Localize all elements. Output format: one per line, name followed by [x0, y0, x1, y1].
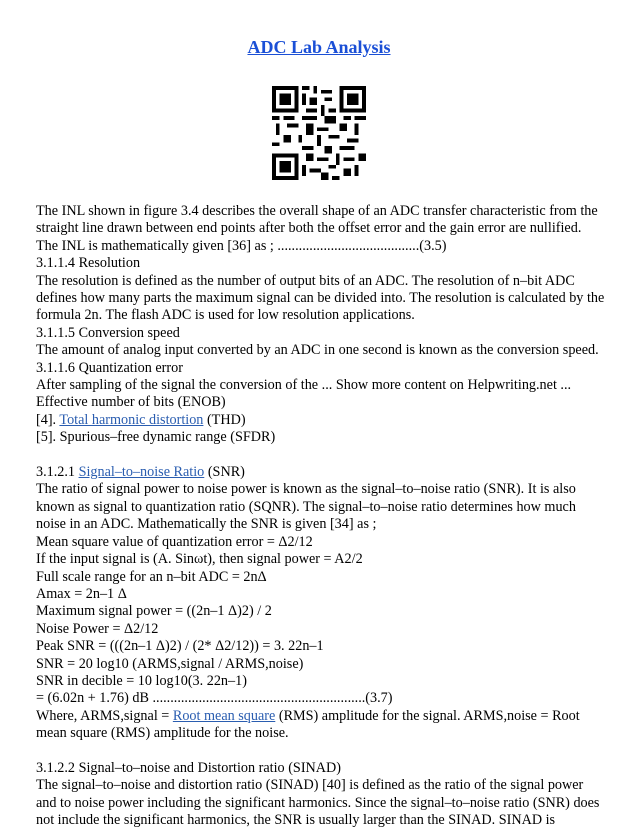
heading-quantization-error: 3.1.1.6 Quantization error — [36, 359, 183, 376]
equation-line: Amax = 2n–1 Δ — [36, 585, 127, 602]
thd-prefix: [4]. — [36, 411, 60, 428]
equation-line: Full scale range for an n–bit ADC = 2nΔ — [36, 568, 267, 585]
heading-conversion-speed: 3.1.1.5 Conversion speed — [36, 324, 180, 341]
thd-suffix: (THD) — [203, 411, 246, 428]
paragraph-snr: The ratio of signal power to noise power is known as the signal–to–noise ratio (SNR). It is also known as signal to quantization ratio (SQNR). The signal–to–noise ratio determines how much noise in an ADC. Mathematically the SNR is given [34] as ; — [36, 481, 576, 533]
heading-resolution: 3.1.1.4 Resolution — [36, 255, 141, 272]
equation-line: Mean square value of quantization error = Δ2/12 — [36, 533, 313, 550]
spacer — [36, 447, 606, 464]
link-total-harmonic-distortion[interactable]: Total harmonic distortion — [59, 411, 204, 428]
line-thd — [36, 412, 606, 429]
equation-line: If the input signal is (A. Sinωt), then signal power = A2/2 — [36, 551, 363, 568]
equation-line: SNR = 20 log10 (ARMS,signal / ARMS,noise) — [36, 655, 304, 672]
document-body — [36, 203, 606, 830]
heading-snr — [36, 464, 606, 481]
link-root-mean-square[interactable]: Root mean square — [172, 707, 276, 724]
snr-prefix: 3.1.2.1 — [36, 464, 79, 481]
heading-sinad: 3.1.2.2 Signal–to–noise and Distortion ratio (SINAD) — [36, 759, 342, 776]
equation-line: Maximum signal power = ((2n–1 Δ)2) / 2 — [36, 603, 272, 620]
equation-line: = (6.02n + 1.76) dB ............................................................(3.7) — [36, 690, 393, 707]
line-sfdr: [5]. Spurious–free dynamic range (SFDR) — [36, 429, 276, 446]
rms-suffix: (RMS) amplitude for the signal. ARMS,noise = Root mean square (RMS) amplitude for the noise. — [36, 707, 580, 742]
equation-line: SNR in decible = 10 log10(3. 22n–1) — [36, 672, 247, 689]
paragraph-rms — [36, 708, 606, 743]
paragraph-sinad: The signal–to–noise and distortion ratio (SINAD) [40] is defined as the ratio of the signal power and to noise power including the significant harmonics. Since the signal–to–noise ratio (SNR) does not include the significant harmonics, the SNR is usually larger than the SINAD. SINAD is — [36, 777, 600, 829]
equation-line: Noise Power = Δ2/12 — [36, 620, 159, 637]
spacer — [36, 743, 606, 760]
rms-prefix: Where, ARMS,signal = — [36, 707, 173, 724]
line-enob: Effective number of bits (ENOB) — [36, 394, 226, 411]
paragraph-conversion-speed: The amount of analog input converted by an ADC in one second is known as the conversion speed. — [36, 342, 599, 359]
link-signal-to-noise-ratio[interactable]: Signal–to–noise Ratio — [78, 464, 205, 481]
paragraph-inl: The INL shown in figure 3.4 describes the overall shape of an ADC transfer characteristic from the straight line drawn between end points after both the offset error and the gain error are nullified. The INL is mathematically given [36] as ; ........................................(3.5) — [36, 203, 598, 254]
qr-code-icon — [272, 86, 366, 180]
equation-line: Peak SNR = (((2n–1 Δ)2) / (2* Δ2/12)) = 3. 22n–1 — [36, 638, 324, 655]
paragraph-quantization: After sampling of the signal the conversion of the ... Show more content on Helpwriting.net ... — [36, 377, 572, 394]
snr-suffix: (SNR) — [204, 464, 245, 481]
paragraph-resolution: The resolution is defined as the number of output bits of an ADC. The resolution of n–bit ADC defines how many parts the maximum signal can be divided into. The resolution is calculated by the formula 2n. The flash ADC is used for low resolution applications. — [36, 272, 605, 324]
page-title[interactable]: ADC Lab Analysis — [247, 37, 391, 57]
